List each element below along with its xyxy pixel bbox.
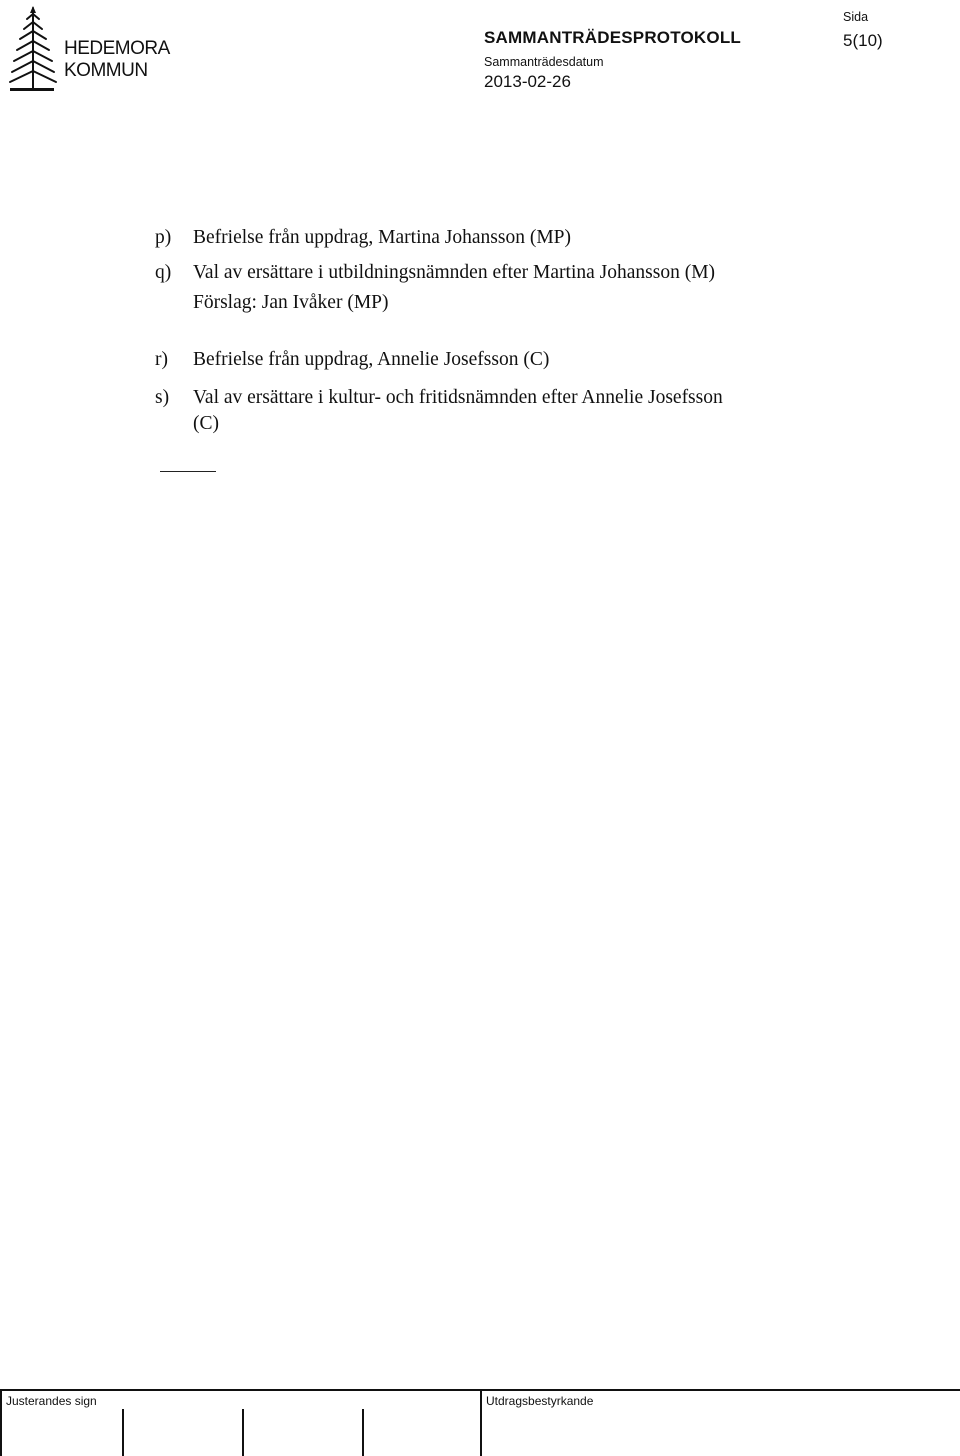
utdragsbestyrkande-label: Utdragsbestyrkande <box>486 1394 594 1408</box>
agenda-item-p <box>155 223 855 253</box>
sign-box-divider <box>362 1409 364 1456</box>
date-value: 2013-02-26 <box>484 72 571 91</box>
spruce-tree-logo-icon <box>6 4 58 96</box>
item-text-line: Val av ersättare i kultur- och fritidsnämnden efter Annelie Josefsson <box>193 387 723 408</box>
item-text-line: Val av ersättare i utbildningsnämnden efter Martina Johansson (M) <box>193 262 716 283</box>
item-letter: p) <box>155 227 172 248</box>
signature-footer <box>0 1389 960 1456</box>
footer-middle-border <box>480 1389 482 1456</box>
item-text-line: Befrielse från uppdrag, Martina Johansson (MP) <box>193 227 571 248</box>
agenda-item-r <box>155 345 855 375</box>
item-letter: r) <box>155 349 168 370</box>
agenda-item-s <box>155 383 855 439</box>
footer-left-border <box>0 1389 2 1456</box>
document-type: SAMMANTRÄDESPROTOKOLL <box>484 28 741 47</box>
item-letter: q) <box>155 262 172 283</box>
item-proposal-line: Förslag: Jan Ivåker (MP) <box>193 292 389 313</box>
item-text-line: Befrielse från uppdrag, Annelie Josefsson (C) <box>193 349 550 370</box>
date-label: Sammanträdesdatum <box>484 55 604 69</box>
page-value: 5(10) <box>843 31 883 50</box>
item-letter: s) <box>155 387 170 408</box>
organization-name-line2: KOMMUN <box>64 60 148 81</box>
justerandes-sign-label: Justerandes sign <box>6 1394 97 1408</box>
sign-box-divider <box>122 1409 124 1456</box>
page-label: Sida <box>843 10 869 24</box>
item-text-line-continued: (C) <box>193 413 219 434</box>
sign-box-divider <box>242 1409 244 1456</box>
organization-name-line1: HEDEMORA <box>64 38 170 59</box>
end-rule <box>160 471 216 472</box>
agenda-item-q <box>155 258 855 318</box>
organization-name <box>64 38 170 82</box>
